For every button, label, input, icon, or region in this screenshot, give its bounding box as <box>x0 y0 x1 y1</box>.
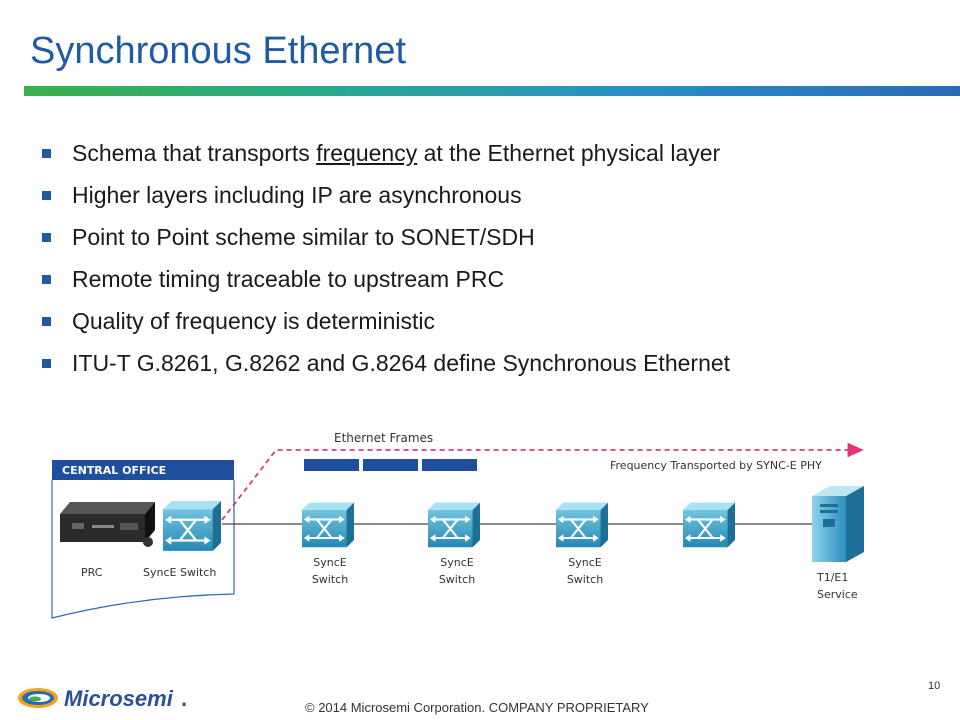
prc-label: PRC <box>81 566 103 579</box>
ethernet-frames-label: Ethernet Frames <box>334 431 434 445</box>
bullet-text: Higher layers including IP are asynchronous <box>72 181 522 208</box>
frame-block <box>422 459 477 471</box>
microsemi-swirl-icon <box>14 682 214 714</box>
bullet-text: Quality of frequency is deterministic <box>72 307 436 334</box>
page-number: 10 <box>928 680 941 692</box>
logo-period: . <box>181 686 188 711</box>
service-label-line2: Service <box>817 588 858 601</box>
bullet-text: Schema that transports frequency at the Ethernet physical layer <box>72 139 721 166</box>
central-switch-label: SyncE Switch <box>143 566 217 579</box>
server-icon <box>812 486 864 562</box>
switch-icon <box>556 503 608 548</box>
switch1-label-line1: SyncE <box>313 556 347 569</box>
switch-icon <box>428 503 480 548</box>
central-switch-icon <box>163 501 221 551</box>
logo-wordmark: Microsemi <box>64 686 173 711</box>
frame-block <box>304 459 359 471</box>
bullet-text: ITU-T G.8261, G.8262 and G.8264 define Synchronous Ethernet <box>72 349 731 376</box>
switch-icon <box>302 503 354 548</box>
bullet-text: Point to Point scheme similar to SONET/SDH <box>72 223 535 250</box>
copyright-text: © 2014 Microsemi Corporation. COMPANY PROPRIETARY <box>305 700 649 715</box>
switch3-label-line2: Switch <box>566 573 604 586</box>
frame-block <box>363 459 418 471</box>
slide-title: Synchronous Ethernet <box>30 30 407 72</box>
switch2-label-line1: SyncE <box>440 556 474 569</box>
central-office-label: CENTRAL OFFICE <box>62 464 167 477</box>
frequency-label: Frequency Transported by SYNC-E PHY <box>610 459 822 472</box>
switch-icon <box>683 503 735 548</box>
underlined-term: frequency <box>316 139 418 166</box>
prc-device <box>60 502 155 547</box>
service-label-line1: T1/E1 <box>817 571 849 584</box>
switch3-label-line1: SyncE <box>568 556 602 569</box>
switch1-label-line2: Switch <box>311 573 349 586</box>
microsemi-logo <box>14 682 214 719</box>
bullet-text: Remote timing traceable to upstream PRC <box>72 265 505 292</box>
switch2-label-line2: Switch <box>438 573 476 586</box>
